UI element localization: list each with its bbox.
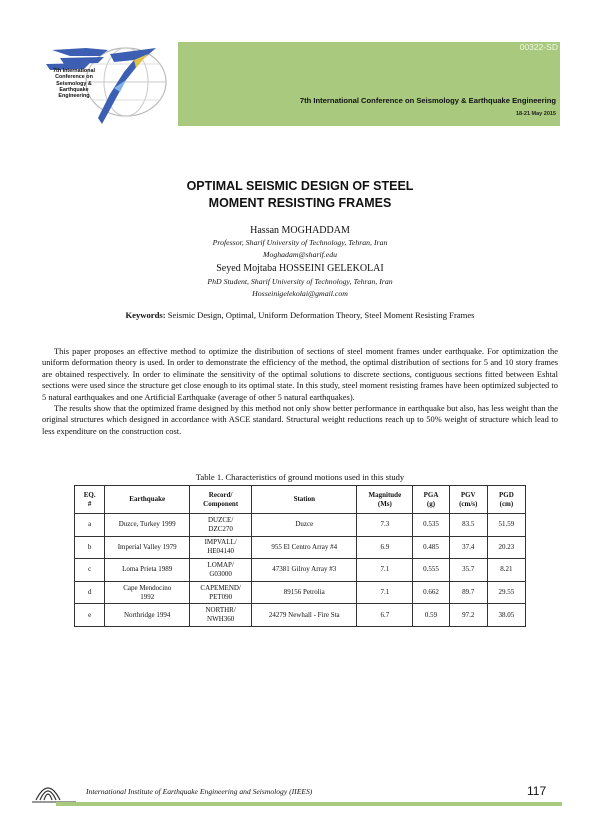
- col-earthquake: Earthquake: [105, 486, 190, 514]
- author-affiliation: PhD Student, Sharif University of Technology, Tehran, Iran: [207, 277, 393, 286]
- col-magnitude: Magnitude (Ms): [357, 486, 413, 514]
- author-name: Seyed Mojtaba HOSSEINI GELEKOLAI: [216, 263, 384, 274]
- paper-title: OPTIMAL SEISMIC DESIGN OF STEEL MOMENT RESISTING FRAMES: [186, 179, 414, 210]
- table-row: b Imperial Valley 1979 IMPVALL/ HE04140 955 El Centro Array #4 6.9 0.485 37.4 20.23: [75, 536, 526, 559]
- iiees-logo-icon: [30, 770, 80, 806]
- abstract: [42, 346, 558, 437]
- table-row: c Loma Prieta 1989 LOMAP/ G03000 47381 Gilroy Array #3 7.1 0.555 35.7 8.21: [75, 559, 526, 582]
- footer-rule: [56, 802, 562, 806]
- keywords: [40, 310, 560, 320]
- conference-dates: 18-21 May 2015: [515, 111, 556, 117]
- logo-caption: 7th International Conference on Seismology & Earthquake Engineering: [53, 68, 95, 100]
- keywords-text: Seismic Design, Optimal, Uniform Deformation Theory, Steel Moment Resisting Frames: [167, 310, 475, 320]
- table-row: e Northridge 1994 NORTHR/ NWH360 24279 Newhall - Fire Sta 6.7 0.59 97.2 38.05: [75, 604, 526, 627]
- col-record: Record/ Component: [190, 486, 252, 514]
- table-header-row: [75, 486, 526, 514]
- author-email: Moghadam@sharif.edu: [262, 250, 338, 259]
- abstract-paragraph: This paper proposes an effective method to optimize the distribution of sections of steel moment frames under earthquake. For optimization the uniform deformation theory is used. In order to demonstrate the efficiency of the method, the optimal distribution of sections for 5 and 10 story frames are obtained respectively. In order to eliminate the sensitivity of the optimal solutions to discrete sections, contiguous sections fitted between Eshtal sections were used since the structure get close enough to its optimal state. In this study, steel moment resisting frames have been optimized subjected to 5 natural earthquakes and one Artificial Earthquake (average of other 5 natural earthquakes).: [42, 346, 558, 402]
- paper-code: 00322-SD: [519, 42, 558, 52]
- table-row: d Cape Mendocino 1992 CAPEMEND/ PET090 89156 Petrolia 7.1 0.662 89.7 29.55: [75, 581, 526, 604]
- author-affiliation: Professor, Sharif University of Technology, Tehran, Iran: [212, 238, 388, 247]
- table-caption: Table 1. Characteristics of ground motions used in this study: [195, 472, 405, 482]
- abstract-paragraph: The results show that the optimized frame designed by this method not only show better performance in earthquake but also, has less weight than the original structures which designed in accordance with ASCE standard. Structural weight reductions reach up to 50% weight of structure which lead to less expenditure on the construction cost.: [42, 403, 558, 436]
- author-name: Hassan MOGHADDAM: [250, 225, 350, 236]
- col-pgv: PGV (cm/s): [449, 486, 487, 514]
- table-row: a Duzce, Turkey 1999 DUZCE/ DZC270 Duzce 7.3 0.535 83.5 51.59: [75, 514, 526, 537]
- keywords-label: Keywords:: [125, 310, 166, 320]
- author-email: Hosseinigelekolai@gmail.com: [252, 289, 348, 298]
- ground-motion-table: [74, 485, 526, 627]
- page-number: 117: [527, 784, 547, 798]
- col-pga: PGA (g): [413, 486, 449, 514]
- col-pgd: PGD (cm): [487, 486, 525, 514]
- col-eq: EQ. #: [75, 486, 105, 514]
- conference-name: 7th International Conference on Seismology & Earthquake Engineering: [299, 96, 556, 105]
- footer-institute: International Institute of Earthquake Engineering and Seismology (IIEES): [86, 787, 313, 796]
- col-station: Station: [252, 486, 357, 514]
